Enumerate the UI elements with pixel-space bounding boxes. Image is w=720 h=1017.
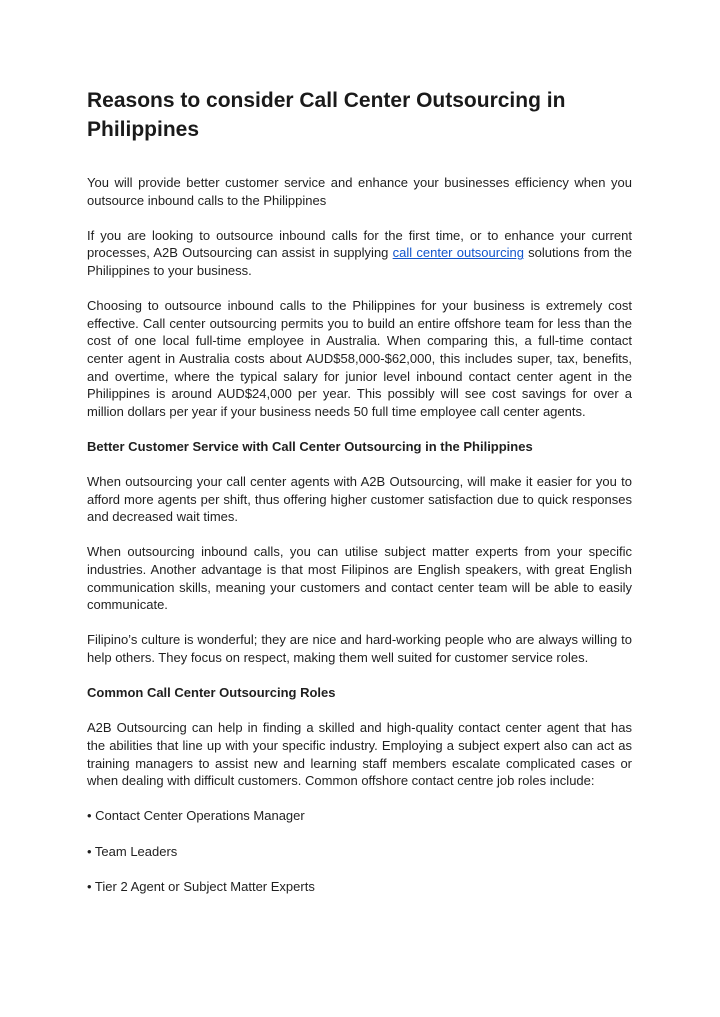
paragraph-outsourcing-assist: [87, 227, 632, 280]
paragraph-subject-experts: When outsourcing inbound calls, you can utilise subject matter experts from your specific industries. Another advantage is that most Filipinos are English speakers, with great English communication skills, meaning your customers and contact center team will be able to easily communicate.: [87, 544, 632, 613]
paragraph-more-agents: When outsourcing your call center agents with A2B Outsourcing, will make it easier for you to afford more agents per shift, thus offering higher customer satisfaction due to quick responses and decreased wait times.: [87, 474, 632, 525]
list-item: • Team Leaders: [87, 843, 178, 859]
list-item: • Contact Center Operations Manager: [87, 808, 305, 824]
section-heading-better-service: Better Customer Service with Call Center Outsourcing in the Philippines: [87, 438, 533, 454]
intro-paragraph: You will provide better customer service and enhance your businesses efficiency when you outsource inbound calls to the Philippines: [87, 175, 632, 208]
call-center-outsourcing-link[interactable]: call center outsourcing: [392, 245, 524, 261]
list-item: • Tier 2 Agent or Subject Matter Experts: [87, 878, 315, 894]
paragraph-skilled-agents: A2B Outsourcing can help in finding a skilled and high-quality contact center agent that has the abilities that line up with your specific industry. Employing a subject expert also can act as training managers to assist new and learning staff members escalate complicated cases or when dealing with difficult customers. Common offshore contact centre job roles include:: [87, 720, 632, 789]
page-title: Reasons to consider Call Center Outsourcing in Philippines: [87, 89, 566, 141]
section-heading-common-roles: Common Call Center Outsourcing Roles: [87, 685, 336, 701]
paragraph-text-before-link: If you are looking to outsource inbound calls for the first time, or to enhance your current processes, A2B Outsourcing can assist in supplying: [87, 227, 632, 261]
paragraph-filipino-culture: Filipino’s culture is wonderful; they are nice and hard-working people who are always willing to help others. They focus on respect, making them well suited for customer service roles.: [87, 632, 632, 666]
paragraph-text-after-link: solutions from the Philippines to your business.: [87, 245, 633, 278]
paragraph-cost-effective: Choosing to outsource inbound calls to the Philippines for your business is extremely cost effective. Call center outsourcing permits you to build an entire offshore team for less than the cost of one local full-time employee in Australia. When comparing this, a full-time contact center agent in Australia costs about AUD$58,000-$62,000, this includes super, tax, benefits, and overtime, where the typical salary for junior level inbound contact center agent in the Philippines is around AUD$24,000 per year. This possibly will see cost savings for over a million dollars per year if your business needs 50 full time employee call center agents.: [87, 298, 632, 419]
document-page: [87, 86, 632, 895]
